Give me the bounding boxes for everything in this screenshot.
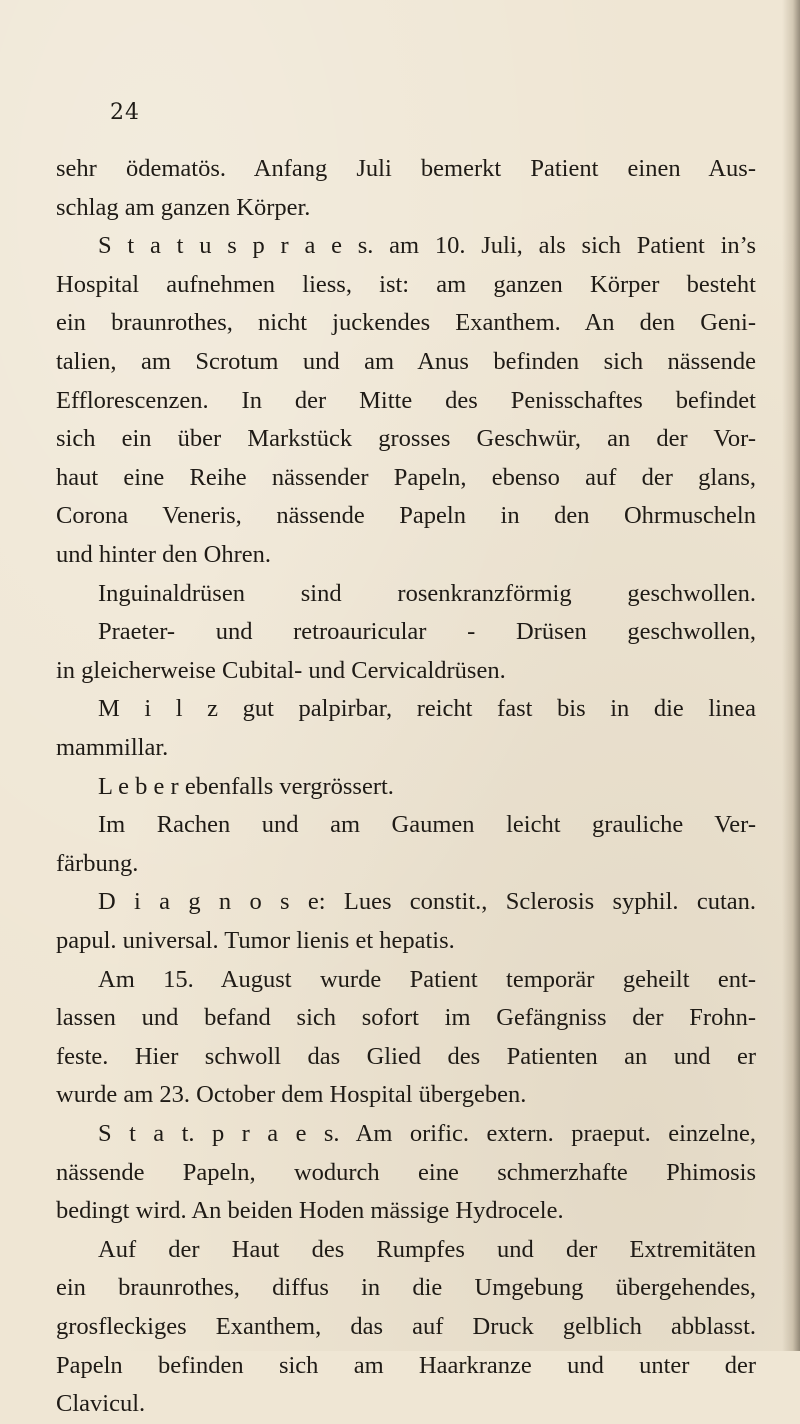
- page-edge-shadow: [782, 0, 800, 1351]
- text-line: Papeln befinden sich am Haarkranze und unter der: [56, 1351, 756, 1379]
- text-line: Hospital aufnehmen liess, ist: am ganzen Körper besteht: [56, 270, 756, 298]
- text-line: Corona Veneris, nässende Papeln in den Ohrmuscheln: [56, 502, 756, 530]
- text-line: lassen und befand sich sofort im Gefängniss der Frohn-: [56, 1004, 756, 1032]
- text-line: Auf der Haut des Rumpfes und der Extremitäten: [98, 1235, 756, 1263]
- text-line: ein braunrothes, diffus in die Umgebung übergehendes,: [56, 1274, 756, 1302]
- text-line: Efflorescenzen. In der Mitte des Penisschaftes befindet: [56, 386, 756, 414]
- text-line: papul. universal. Tumor lienis et hepatis.: [56, 927, 455, 954]
- text-line: in gleicherweise Cubital- und Cervicaldrüsen.: [56, 656, 506, 684]
- text-line: Im Rachen und am Gaumen leicht grauliche Ver-: [98, 811, 756, 839]
- text-line: Am 15. August wurde Patient temporär geheilt ent-: [98, 965, 756, 993]
- text-line: sich ein über Markstück grosses Geschwür, an der Vor-: [56, 425, 756, 453]
- text-line: bedingt wird. An beiden Hoden mässige Hydrocele.: [56, 1197, 564, 1225]
- text-line: talien, am Scrotum und am Anus befinden sich nässende: [56, 348, 756, 375]
- text-line: sehr ödematös. Anfang Juli bemerkt Patient einen Aus-: [56, 155, 756, 182]
- text-line: ein braunrothes, nicht juckendes Exanthem. An den Geni-: [56, 309, 756, 337]
- text-line: feste. Hier schwoll das Glied des Patienten an und er: [56, 1042, 756, 1070]
- text-line: M i l z gut palpirbar, reicht fast bis in die linea: [98, 695, 756, 723]
- page-number: 24: [110, 100, 140, 125]
- text-line: L e b e r ebenfalls vergrössert.: [98, 772, 394, 800]
- text-line: und hinter den Ohren.: [56, 541, 271, 568]
- text-line: S t a t. p r a e s. Am orific. extern. praeput. einzelne,: [98, 1120, 756, 1147]
- text-line: nässende Papeln, wodurch eine schmerzhafte Phimosis: [56, 1158, 756, 1186]
- text-line: färbung.: [56, 849, 139, 877]
- text-line: D i a g n o s e: Lues constit., Sclerosis syphil. cutan.: [98, 888, 756, 916]
- text-line: Praeter- und retroauricular - Drüsen geschwollen,: [98, 618, 756, 646]
- text-line: wurde am 23. October dem Hospital übergeben.: [56, 1081, 527, 1109]
- text-line: haut eine Reihe nässender Papeln, ebenso auf der glans,: [56, 463, 756, 491]
- text-line: schlag am ganzen Körper.: [56, 193, 311, 221]
- text-line: Inguinaldrüsen sind rosenkranzförmig geschwollen.: [98, 579, 756, 607]
- text-line: S t a t u s p r a e s. am 10. Juli, als sich Patient in’s: [98, 232, 756, 260]
- text-line: mammillar.: [56, 734, 169, 761]
- text-line: Clavicul.: [56, 1390, 146, 1418]
- text-line: grosfleckiges Exanthem, das auf Druck gelblich abblasst.: [56, 1313, 756, 1340]
